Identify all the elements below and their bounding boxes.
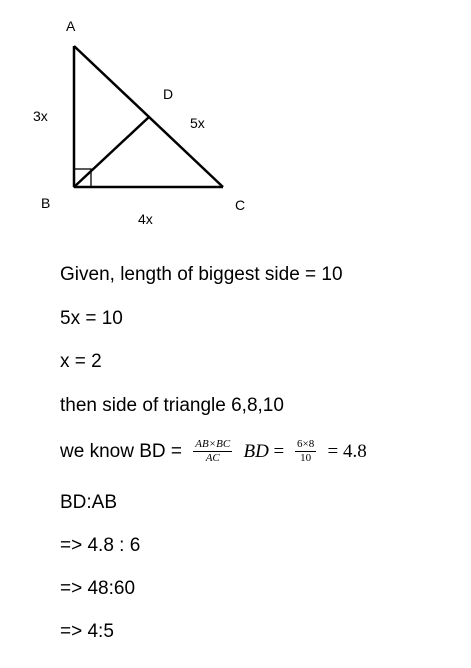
side-label-ab: 3x — [33, 108, 48, 124]
equals-sign: = — [273, 441, 285, 462]
bd-formula-prefix: we know BD = — [60, 441, 182, 462]
solution-line-ratio: BD:AB — [60, 492, 118, 513]
segment-bd — [74, 117, 149, 187]
solution-line-ratio-scaled: => 48:60 — [60, 578, 136, 599]
side-label-dc: 5x — [190, 115, 205, 131]
solution-line-equation: 5x = 10 — [60, 308, 123, 329]
solution-line-given: Given, length of biggest side = 10 — [60, 264, 343, 285]
bd-result-value: 4.8 — [342, 441, 367, 462]
fraction-numerator-values: 6×8 — [297, 438, 315, 451]
vertex-label-c: C — [235, 197, 246, 213]
vertex-label-a: A — [66, 18, 76, 34]
fraction-denominator-value: 10 — [295, 451, 316, 465]
vertex-label-b: B — [41, 195, 51, 211]
solution-line-sides: then side of triangle 6,8,10 — [60, 395, 284, 416]
fraction-numerator: AB×BC — [195, 438, 231, 451]
triangle-diagram — [0, 0, 471, 240]
solution-line-ratio-final: => 4:5 — [60, 621, 114, 642]
vertex-label-d: D — [163, 86, 174, 102]
equals-sign-result: = — [327, 441, 339, 462]
bd-math-expression — [243, 441, 289, 462]
side-label-bc: 4x — [138, 211, 153, 227]
solution-line-bd-formula — [60, 434, 367, 470]
fraction-denominator: AC — [193, 451, 232, 465]
fraction-6x8-over-10 — [295, 438, 316, 465]
solution-line-ratio-values: => 4.8 : 6 — [60, 535, 141, 556]
solution-line-x: x = 2 — [60, 351, 102, 372]
bd-result-expression — [328, 441, 367, 462]
fraction-ab-bc-over-ac — [193, 438, 232, 465]
bd-symbol: BD — [243, 441, 269, 462]
